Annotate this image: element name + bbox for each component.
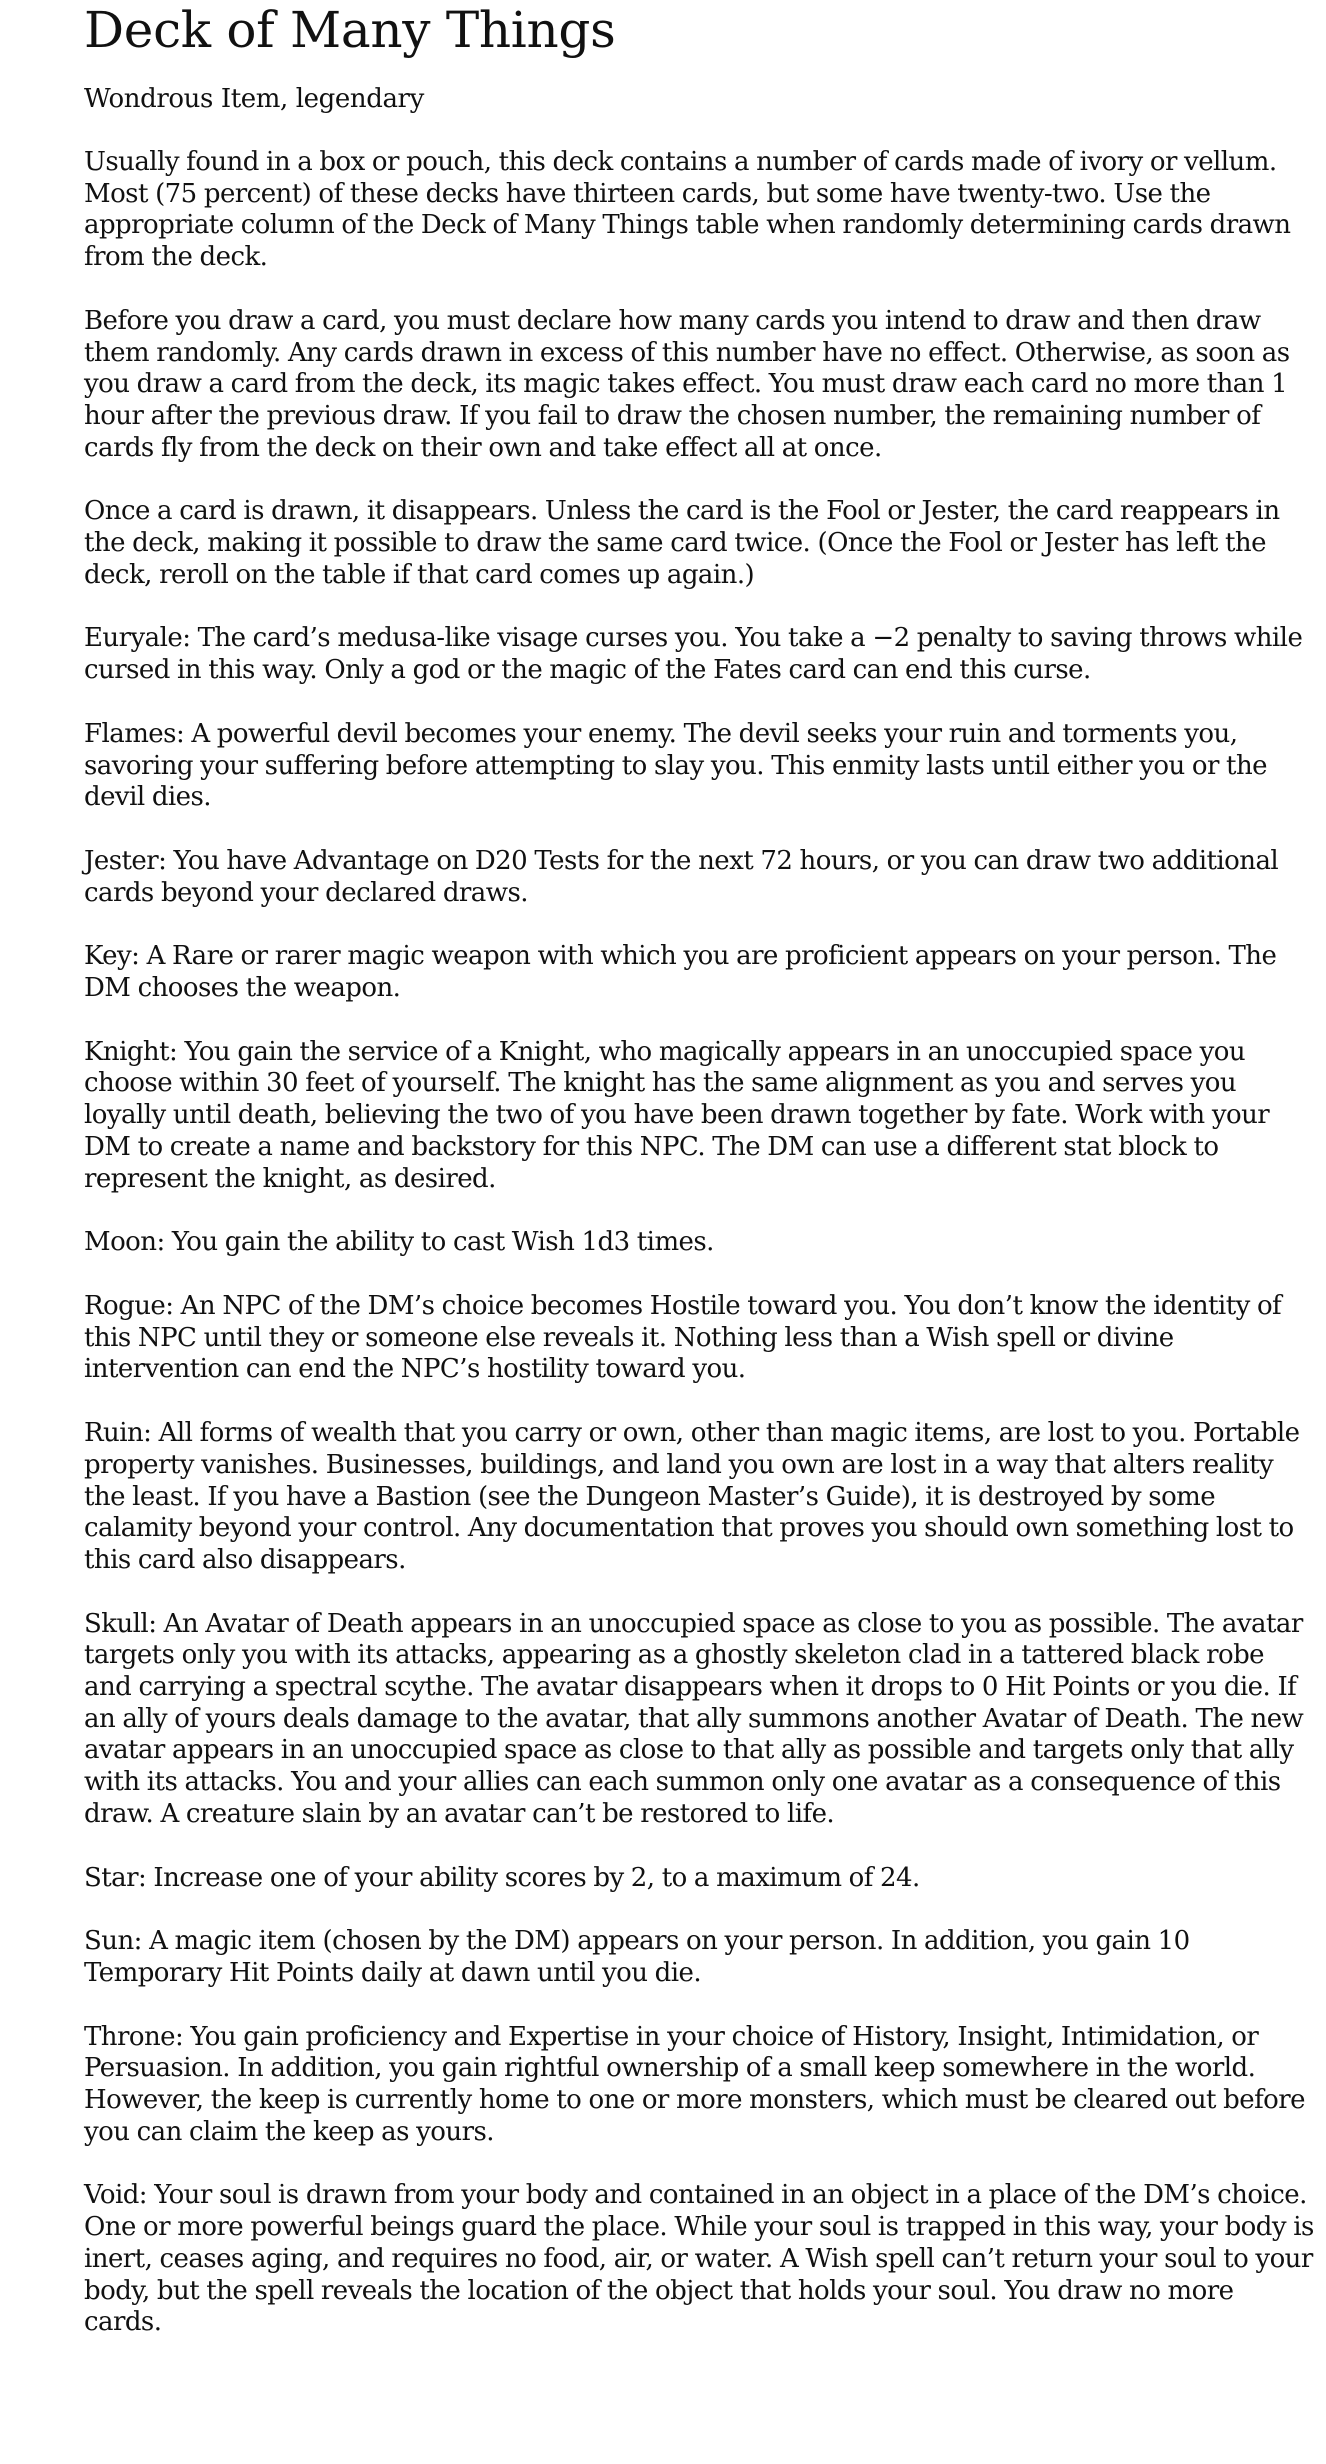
- paragraph-card-reappears: Once a card is drawn, it disappears. Unless the card is the Fool or Jester, the card reappears in the deck, making it possible to draw the same card twice. (Once the Fool or Jester has left the deck, reroll on the table if that card comes up again.): [84, 496, 1280, 590]
- card-key: Key: A Rare or rarer magic weapon with which you are proficient appears on your person. The DM chooses the weapon.: [84, 941, 1277, 1004]
- paragraph-intro: Usually found in a box or pouch, this deck contains a number of cards made of ivory or vellum. Most (75 percent) of these decks have thirteen cards, but some have twenty-two. Use the appropriate column of the Deck of Many Things table when randomly determining cards drawn from the deck.: [84, 147, 1291, 273]
- card-knight: Knight: You gain the service of a Knight, who magically appears in an unoccupied space you choose within 30 feet of yourself. The knight has the same alignment as you and serves you loyally until death, believing the two of you have been drawn together by fate. Work with your DM to create a name and backstory for this NPC. The DM can use a different stat block to represent the knight, as desired.: [84, 1036, 1270, 1194]
- card-moon: Moon: You gain the ability to cast Wish 1d3 times.: [84, 1227, 714, 1258]
- card-euryale: Euryale: The card’s medusa-like visage curses you. You take a −2 penalty to saving throws while cursed in this way. Only a god or the magic of the Fates card can end this curse.: [84, 623, 1303, 686]
- card-throne: Throne: You gain proficiency and Expertise in your choice of History, Insight, Intimidation, or Persuasion. In addition, you gain rightful ownership of a small keep somewhere in the world. However, the keep is currently home to one or more monsters, which must be cleared out before you can claim the keep as yours.: [84, 2021, 1305, 2147]
- page-title: Deck of Many Things: [84, 1, 616, 59]
- card-rogue: Rogue: An NPC of the DM’s choice becomes Hostile toward you. You don’t know the identity of this NPC until they or someone else reveals it. Nothing less than a Wish spell or divine intervention can end the NPC’s hostility toward you.: [84, 1290, 1282, 1385]
- card-ruin: Ruin: All forms of wealth that you carry or own, other than magic items, are lost to you. Portable property vanishes. Businesses, buildings, and land you own are lost in a way that alters reality the least. If you have a Bastion (see the Dungeon Master’s Guide), it is destroyed by some calamity beyond your control. Any documentation that proves you should own something lost to this card also disappears.: [84, 1418, 1300, 1575]
- paragraph-drawing-rules: Before you draw a card, you must declare how many cards you intend to draw and then draw them randomly. Any cards drawn in excess of this number have no effect. Otherwise, as soon as you draw a card from the deck, its magic takes effect. You must draw each card no more than 1 hour after the previous draw. If you fail to draw the chosen number, the remaining number of cards fly from the deck on their own and take effect all at once.: [84, 305, 1290, 463]
- card-void: Void: Your soul is drawn from your body and contained in an object in a place of the DM’s choice. One or more powerful beings guard the place. While your soul is trapped in this way, your body is inert, ceases aging, and requires no food, air, or water. A Wish spell can’t return your soul to your body, but the spell reveals the location of the object that holds your soul. You draw no more cards.: [84, 2180, 1314, 2338]
- card-sun: Sun: A magic item (chosen by the DM) appears on your person. In addition, you gain 10 Temporary Hit Points daily at dawn until you die.: [84, 1926, 1190, 1988]
- card-skull: Skull: An Avatar of Death appears in an unoccupied space as close to you as possible. The avatar targets only you with its attacks, appearing as a ghostly skeleton clad in a tattered black robe and carrying a spectral scythe. The avatar disappears when it drops to 0 Hit Points or you die. If an ally of yours deals damage to the avatar, that ally summons another Avatar of Death. The new avatar appears in an unoccupied space as close to that ally as possible and targets only that ally with its attacks. You and your allies can each summon only one avatar as a consequence of this draw. A creature slain by an avatar can’t be restored to life.: [84, 1608, 1304, 1829]
- card-flames: Flames: A powerful devil becomes your enemy. The devil seeks your ruin and torments you, savoring your suffering before attempting to slay you. This enmity lasts until either you or the devil dies.: [84, 718, 1267, 813]
- item-type-subtitle: Wondrous Item, legendary: [84, 84, 424, 114]
- card-jester: Jester: You have Advantage on D20 Tests for the next 72 hours, or you can draw two additional cards beyond your declared draws.: [84, 845, 1279, 908]
- card-star: Star: Increase one of your ability scores by 2, to a maximum of 24.: [84, 1862, 920, 1893]
- document-page: [84, 0, 1314, 2339]
